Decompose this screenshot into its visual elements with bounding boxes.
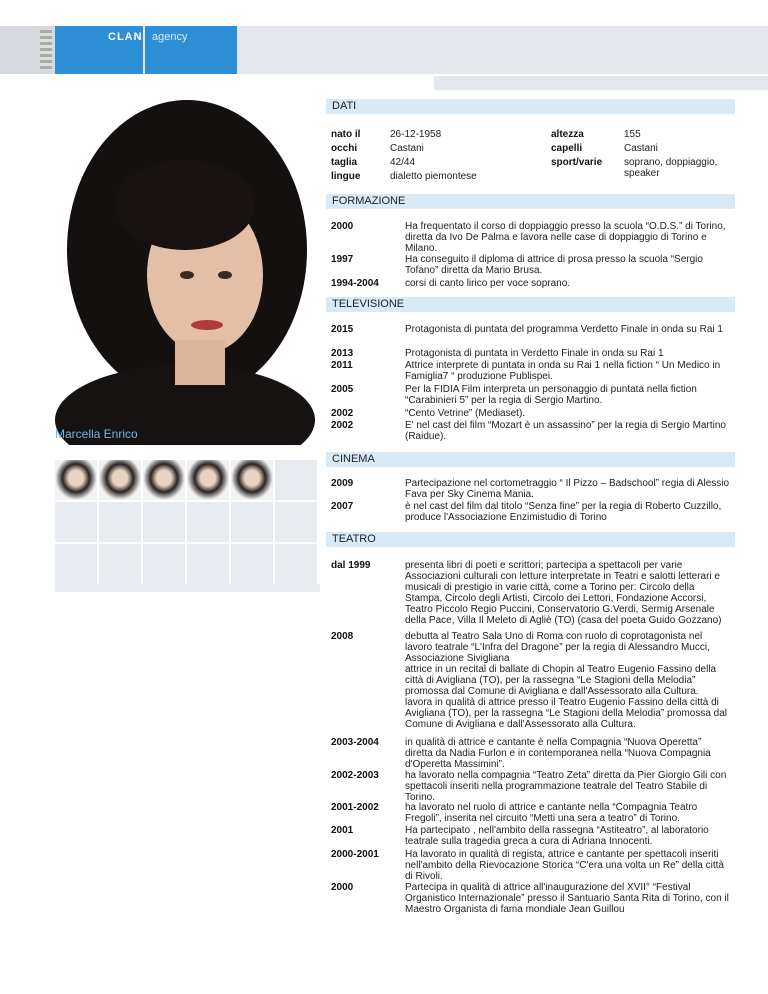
entry-text: ha lavorato nel ruolo di attrice e cantante nella “Compagnia Teatro Fregoli”, inserita nel circuito “Metti una sera a teatro” di Torino. xyxy=(405,802,698,824)
entry-year: 2002-2003 xyxy=(331,770,379,781)
entry-text: corsi di canto lirico per voce soprano. xyxy=(405,278,571,289)
entry-text: E' nel cast del film “Mozart è un assassino” per la regia di Sergio Martino (Raidue). xyxy=(405,420,726,442)
dati-label: lingue xyxy=(331,171,361,182)
dati-label: taglia xyxy=(331,157,358,168)
side-divider xyxy=(55,584,320,592)
entry-year: 2000-2001 xyxy=(331,849,379,860)
entry-year: 2001 xyxy=(331,825,354,836)
entry-year: 2005 xyxy=(331,384,354,395)
thumbnail-empty xyxy=(55,502,97,542)
entry-text: è nel cast del film dal titolo “Senza fine” per la regia di Roberto Cuzzillo, produce l'Associazione Enzimistudio di Torino xyxy=(405,501,722,523)
dati-label: occhi xyxy=(331,143,358,154)
thumbnail-grid xyxy=(55,460,320,586)
dati-value: soprano, doppiaggio, speaker xyxy=(624,157,718,179)
dati-value: 155 xyxy=(624,129,641,140)
entry-text: Ha partecipato , nell'ambito della rassegna “Astiteatro”, al laboratorio teatrale sulla tragedia greca a cura di Adriana Innocenti. xyxy=(405,825,709,847)
thumbnail[interactable] xyxy=(231,460,273,500)
profile-name: Marcella Enrico xyxy=(55,427,138,441)
thumbnail-empty xyxy=(231,544,273,584)
entry-year: 1994-2004 xyxy=(331,278,379,289)
entry-year: 2002 xyxy=(331,420,354,431)
dati-label: altezza xyxy=(551,129,584,140)
dati-label: sport/varie xyxy=(551,157,603,168)
entry-text: Ha lavorato in qualità di regista, attrice e cantante per spettacoli inseriti nell'ambito della Rievocazione Storica “C'era una volta un Re” della città di Rivoli. xyxy=(405,849,724,882)
section-header-dati: DATI xyxy=(326,99,735,114)
dati-value: 42/44 xyxy=(390,157,416,168)
entry-text: Partecipazione nel cortometraggio “ Il Pizzo – Badschool” regia di Alessio Fava per Sky Cinema Mania. xyxy=(405,478,730,500)
section-header-teatro: TEATRO xyxy=(326,532,735,547)
section-header-televisione: TELEVISIONE xyxy=(326,297,735,312)
entry-text: presenta libri di poeti e scrittori; partecipa a spettacoli per varie Associazioni culturali con letture interpretate in Teatri e salotti letterari e musicali di prestigio in varie città, come a Torino per: Circolo della Stampa, Circolo degli Artisti, Circolo dei Lettori, Fondazione Accorsi, Teatro Piccolo Regio Puccini, Conservatorio G.Verdi, Sermig Arsenale della Pace, Villa Il Meleto di Agliè (TO) (casa del poeta Guido Gozzano) xyxy=(405,560,722,626)
thumbnail-empty xyxy=(55,544,97,584)
thumbnail-empty xyxy=(187,502,229,542)
dati-label: capelli xyxy=(551,143,583,154)
entry-year: 2013 xyxy=(331,348,354,359)
thumbnail[interactable] xyxy=(187,460,229,500)
header-strip xyxy=(434,76,768,90)
entry-year: 2015 xyxy=(331,324,354,335)
entry-text: in qualità di attrice e cantante è nella Compagnia “Nuova Operetta” diretta da Nadia Furlon e in contemporanea nella “Nuova Compagnia d'Operetta Massimini”. xyxy=(405,737,711,770)
entry-text: “Cento Vetrine” (Mediaset). xyxy=(405,408,526,419)
thumbnail[interactable] xyxy=(55,460,97,500)
entry-text: Protagonista di puntata in Verdetto Finale in onda su Rai 1 xyxy=(405,348,664,359)
entry-year: 2008 xyxy=(331,631,354,642)
entry-text: debutta al Teatro Sala Uno di Roma con ruolo di coprotagonista nel lavoro teatrale “L'Infra del Dragone” per la regia di Alessandro Mucci, Associazione Sivigliana attrice in un recital di ballate di Chopin al Teatro Eugenio Fassino della città di Avigliana (TO), per la rassegna “Le Stagioni della Melodia” promossa dal Comune di Avigliana e dall'Assessorato alla Cultura. lavora in qualità di attrice presso il Teatro Eugenio Fassino della città di Avigliana (TO), per la rassegna “Le Stagioni della Melodia” promossa dal Comune di Avigliana e dall'Assessorato alla Cultura. xyxy=(405,631,728,730)
entry-year: 2011 xyxy=(331,360,353,371)
thumbnail[interactable] xyxy=(143,460,185,500)
entry-year: 2009 xyxy=(331,478,354,489)
entry-year: 2002 xyxy=(331,408,354,419)
entry-year: 1997 xyxy=(331,254,354,265)
thumbnail-empty xyxy=(187,544,229,584)
entry-text: Partecipa in qualità di attrice all'inaugurazione del XVII° “Festival Organistico Internazionale” presso il Santuario Santa Rita di Torino, con il Maestro Organista di fama mondiale Jean Guillou xyxy=(405,882,729,915)
entry-text: Protagonista di puntata del programma Verdetto Finale in onda su Rai 1 xyxy=(405,324,723,335)
dati-value: 26-12-1958 xyxy=(390,129,442,140)
thumbnail-empty xyxy=(275,544,317,584)
entry-text: Ha frequentato il corso di doppiaggio presso la scuola “O.D.S.” di Torino, diretta da Ivo De Palma e lavora nelle case di doppiaggio di Torino e Milano. xyxy=(405,221,726,254)
dati-label: nato il xyxy=(331,129,361,140)
thumbnail[interactable] xyxy=(99,460,141,500)
entry-year: 2000 xyxy=(331,221,354,232)
entry-text: ha lavorato nella compagnia “Teatro Zeta” diretta da Pier Giorgio Gili con spettacoli inseriti nella programmazione teatrale del Teatro Stabile di Torino. xyxy=(405,770,727,803)
dati-value: dialetto piemontese xyxy=(390,171,477,182)
section-header-cinema: CINEMA xyxy=(326,452,735,467)
section-header-formazione: FORMAZIONE xyxy=(326,194,735,209)
entry-text: Ha conseguito il diploma di attrice di prosa presso la scuola “Sergio Tofano” diretta da Mario Brusa. xyxy=(405,254,703,276)
entry-year: 2007 xyxy=(331,501,354,512)
thumbnail-empty xyxy=(275,460,317,500)
thumbnail-empty xyxy=(99,544,141,584)
brand-name: CLAN xyxy=(108,31,143,43)
profile-photo xyxy=(55,100,320,445)
thumbnail-empty xyxy=(99,502,141,542)
dati-value: Castani xyxy=(390,143,424,154)
thumbnail-empty xyxy=(143,502,185,542)
entry-year: dal 1999 xyxy=(331,560,371,571)
entry-year: 2003-2004 xyxy=(331,737,379,748)
thumbnail-empty xyxy=(231,502,273,542)
thumbnail-empty xyxy=(143,544,185,584)
header-decoration xyxy=(40,30,52,70)
thumbnail-empty xyxy=(275,502,317,542)
entry-text: Per la FIDIA Film interpreta un personaggio di puntata nella fiction “Carabinieri 5” per la regia di Sergio Martino. xyxy=(405,384,697,406)
brand-subtitle: agency xyxy=(152,31,188,43)
entry-text: Attrice interprete di puntata in onda su Rai 1 nella fiction “ Un Medico in Famiglia7 “ produzione Publispei. xyxy=(405,360,721,382)
dati-value: Castani xyxy=(624,143,658,154)
entry-year: 2000 xyxy=(331,882,354,893)
entry-year: 2001-2002 xyxy=(331,802,379,813)
